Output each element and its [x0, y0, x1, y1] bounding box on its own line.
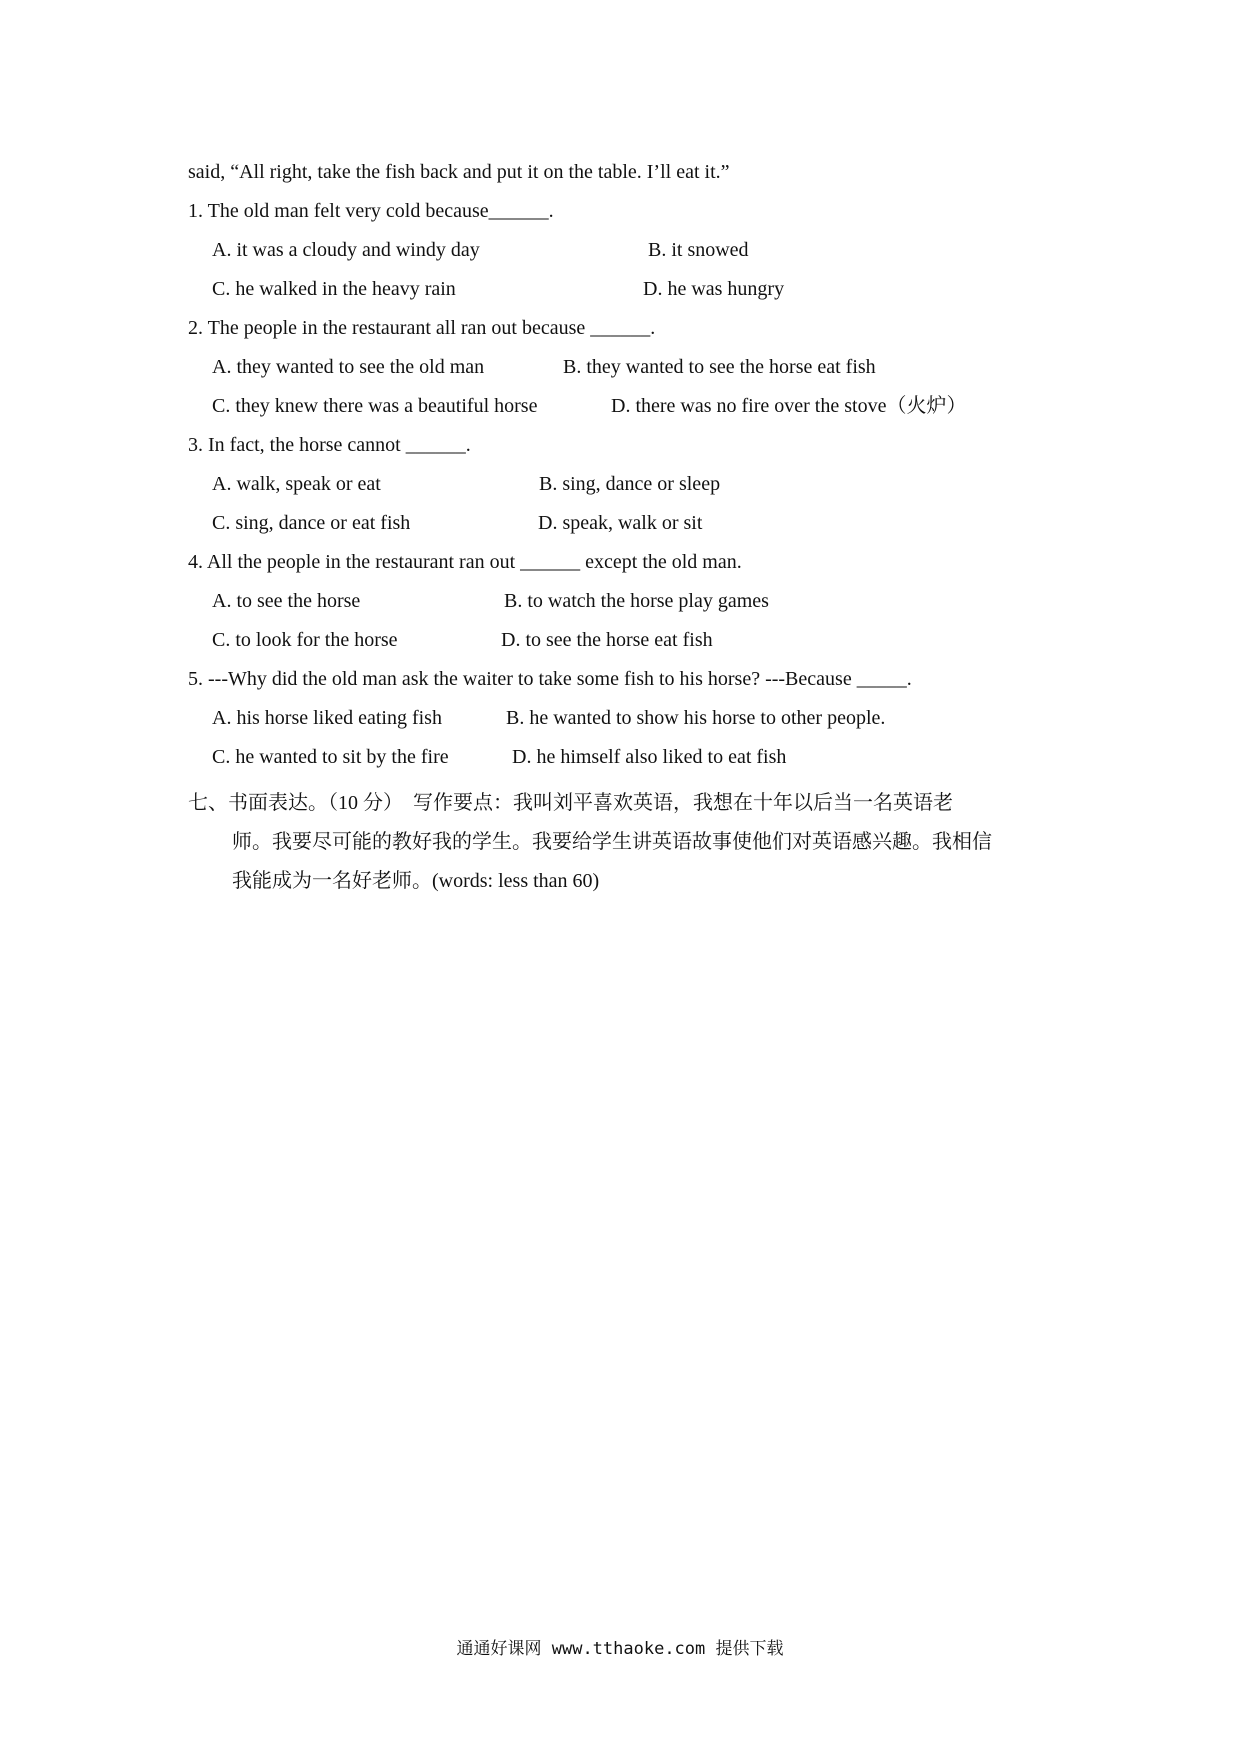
writing-line-3: 我能成为一名好老师。(words: less than 60) [232, 870, 600, 892]
question-1-option-b: B. it snowed [648, 239, 749, 261]
question-3-option-d: D. speak, walk or sit [538, 512, 703, 534]
question-2-option-b: B. they wanted to see the horse eat fish [563, 356, 876, 378]
question-4-option-b: B. to watch the horse play games [504, 590, 769, 612]
question-1-stem: 1. The old man felt very cold because______. [188, 200, 554, 222]
question-2-option-a: A. they wanted to see the old man [212, 356, 485, 378]
question-5-option-a: A. his horse liked eating fish [212, 707, 442, 729]
question-2-option-d: D. there was no fire over the stove（火炉） [611, 395, 967, 417]
question-4-option-c: C. to look for the horse [212, 629, 398, 651]
question-3-stem: 3. In fact, the horse cannot ______. [188, 434, 471, 456]
question-5-option-c: C. he wanted to sit by the fire [212, 746, 449, 768]
question-1-option-a: A. it was a cloudy and windy day [212, 239, 480, 261]
question-4-stem: 4. All the people in the restaurant ran out ______ except the old man. [188, 551, 742, 573]
question-5-stem: 5. ---Why did the old man ask the waiter to take some fish to his horse? ---Because _____. [188, 668, 912, 690]
page-footer: 通通好课网 www.tthaoke.com 提供下载 [456, 1639, 784, 1659]
question-1-option-d: D. he was hungry [643, 278, 785, 300]
passage-end-line: said, “All right, take the fish back and put it on the table. I’ll eat it.” [188, 161, 730, 183]
writing-section [188, 784, 1068, 901]
question-3-option-b: B. sing, dance or sleep [539, 473, 721, 495]
question-1-option-c: C. he walked in the heavy rain [212, 278, 456, 300]
question-5-option-d: D. he himself also liked to eat fish [512, 746, 787, 768]
question-5-option-b: B. he wanted to show his horse to other people. [506, 707, 886, 729]
question-2-option-c: C. they knew there was a beautiful horse [212, 395, 538, 417]
writing-line-2: 师。我要尽可能的教好我的学生。我要给学生讲英语故事使他们对英语感兴趣。我相信 [232, 831, 992, 853]
question-4-option-d: D. to see the horse eat fish [501, 629, 713, 651]
question-2-stem: 2. The people in the restaurant all ran out because ______. [188, 317, 656, 339]
writing-line-1: 七、书面表达。（10 分） 写作要点：我叫刘平喜欢英语，我想在十年以后当一名英语老 [188, 792, 953, 814]
question-4-option-a: A. to see the horse [212, 590, 361, 612]
question-3-option-c: C. sing, dance or eat fish [212, 512, 411, 534]
question-3-option-a: A. walk, speak or eat [212, 473, 381, 495]
